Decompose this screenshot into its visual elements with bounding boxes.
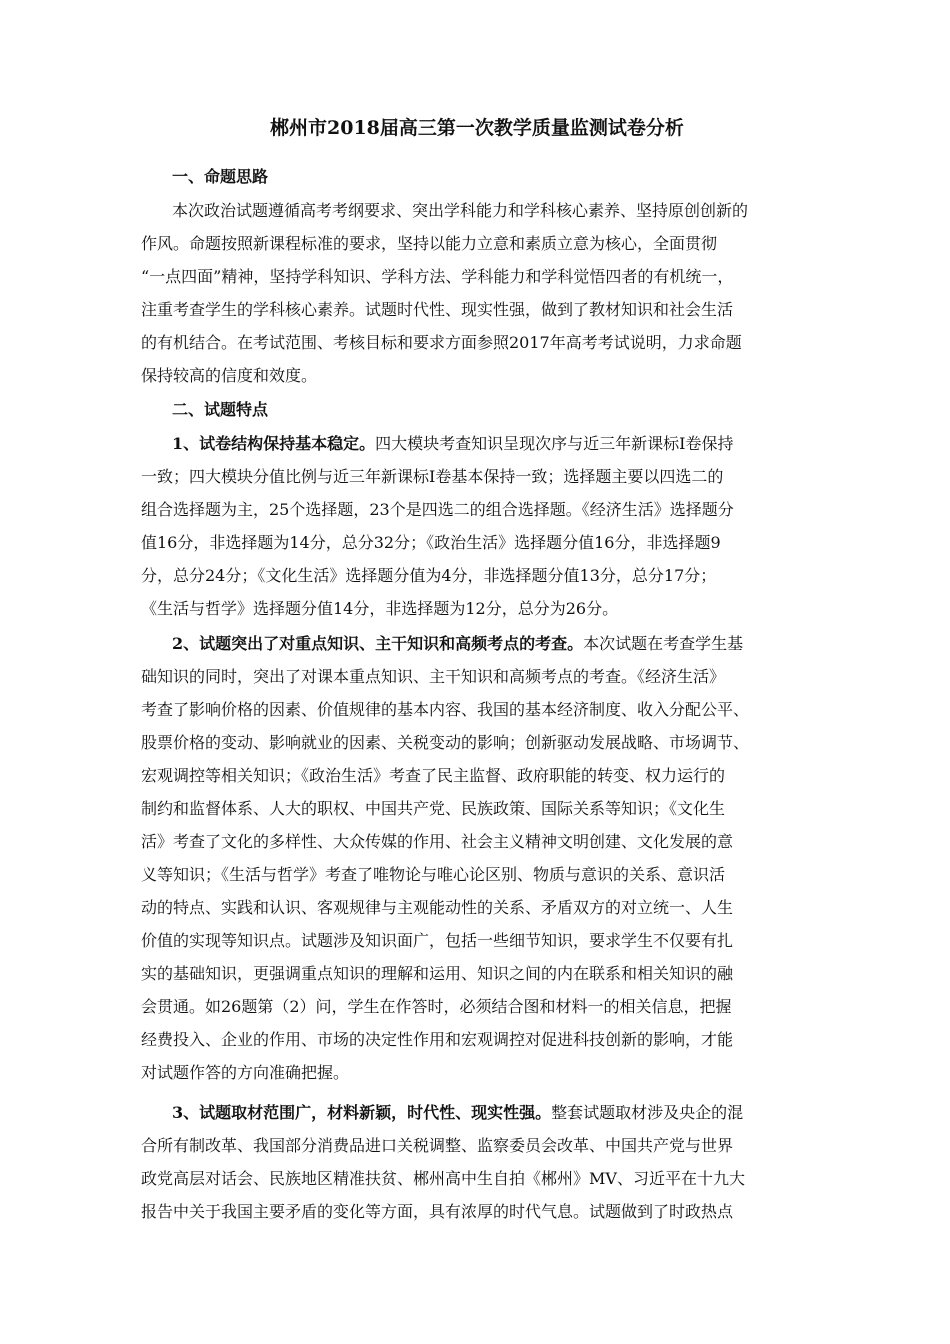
- paragraph-line: 宏观调控等相关知识；《政治生活》考查了民主监督、政府职能的转变、权力运行的: [141, 766, 726, 785]
- point-bold-lead: 3、试题取材范围广，材料新颖，时代性、现实性强。: [172, 1103, 552, 1122]
- section-heading-features: 二、试题特点: [172, 400, 269, 419]
- paragraph-line: 值16分，非选择题为14分，总分32分；《政治生活》选择题分值16分，非选择题9: [141, 533, 721, 552]
- paragraph-line: 价值的实现等知识点。试题涉及知识面广，包括一些细节知识，要求学生不仅要有扎: [141, 931, 734, 950]
- paragraph-line: 实的基础知识，更强调重点知识的理解和运用、知识之间的内在联系和相关知识的融: [141, 964, 734, 983]
- paragraph-line: 本次政治试题遵循高考考纲要求、突出学科能力和学科核心素养、坚持原创创新的: [172, 201, 749, 220]
- paragraph-line: 考查了影响价格的因素、价值规律的基本内容、我国的基本经济制度、收入分配公平、: [141, 700, 750, 719]
- paragraph-line: 经费投入、企业的作用、市场的决定性作用和宏观调控对促进科技创新的影响，才能: [141, 1030, 734, 1049]
- paragraph-line: 动的特点、实践和认识、客观规律与主观能动性的关系、矛盾双方的对立统一、人生: [141, 898, 734, 917]
- page-title: 郴州市2018届高三第一次教学质量监测试卷分析: [270, 117, 684, 139]
- section-heading-proposition: 一、命题思路: [172, 167, 269, 186]
- point-bold-lead: 2、试题突出了对重点知识、主干知识和高频考点的考查。: [172, 634, 584, 653]
- paragraph-line: “一点四面”精神，坚持学科知识、学科方法、学科能力和学科觉悟四者的有机统一，: [141, 267, 734, 286]
- paragraph-line: 制约和监督体系、人大的职权、中国共产党、民族政策、国际关系等知识；《文化生: [141, 799, 726, 818]
- point-rest-text: 四大模块考查知识呈现次序与近三年新课标Ⅰ卷保持: [375, 434, 734, 453]
- paragraph-line: 对试题作答的方向准确把握。: [141, 1063, 350, 1082]
- paragraph-line: 注重考查学生的学科核心素养。试题时代性、现实性强，做到了教材知识和社会生活: [141, 300, 734, 319]
- paragraph-line: 分，总分24分；《文化生活》选择题分值为4分，非选择题分值13分，总分17分；: [141, 566, 717, 585]
- point-first-line: [172, 632, 743, 656]
- paragraph-line: 会贯通。如26题第（2）问，学生在作答时，必须结合图和材料一的相关信息，把握: [141, 997, 732, 1016]
- point-first-line: [172, 1101, 743, 1125]
- paragraph-line: 义等知识；《生活与哲学》考查了唯物论与唯心论区别、物质与意识的关系、意识活: [141, 865, 726, 884]
- paragraph-line: 作风。命题按照新课程标准的要求，坚持以能力立意和素质立意为核心，全面贯彻: [141, 234, 718, 253]
- paragraph-line: 活》考查了文化的多样性、大众传媒的作用、社会主义精神文明创建、文化发展的意: [141, 832, 734, 851]
- paragraph-line: 股票价格的变动、影响就业的因素、关税变动的影响；创新驱动发展战略、市场调节、: [141, 733, 750, 752]
- point-rest-text: 本次试题在考查学生基: [583, 634, 744, 653]
- paragraph-line: 《生活与哲学》选择题分值14分，非选择题为12分，总分为26分。: [141, 599, 619, 618]
- paragraph-line: 合所有制改革、我国部分消费品进口关税调整、监察委员会改革、中国共产党与世界: [141, 1136, 734, 1155]
- paragraph-line: 报告中关于我国主要矛盾的变化等方面，具有浓厚的时代气息。试题做到了时政热点: [141, 1202, 734, 1221]
- point-first-line: [172, 432, 733, 456]
- paragraph-line: 保持较高的信度和效度。: [141, 366, 318, 385]
- paragraph-line: 的有机结合。在考试范围、考核目标和要求方面参照2017年高考考试说明，力求命题: [141, 333, 742, 352]
- paragraph-line: 础知识的同时，突出了对课本重点知识、主干知识和高频考点的考查。《经济生活》: [141, 667, 726, 686]
- paragraph-line: 一致；四大模块分值比例与近三年新课标Ⅰ卷基本保持一致；选择题主要以四选二的: [141, 467, 724, 486]
- point-bold-lead: 1、试卷结构保持基本稳定。: [172, 434, 376, 453]
- paragraph-line: 政党高层对话会、民族地区精准扶贫、郴州高中生自拍《郴州》MV、习近平在十九大: [141, 1169, 745, 1188]
- paragraph-line: 组合选择题为主，25个选择题，23个是四选二的组合选择题。《经济生活》选择题分: [141, 500, 734, 519]
- point-rest-text: 整套试题取材涉及央企的混: [551, 1103, 744, 1122]
